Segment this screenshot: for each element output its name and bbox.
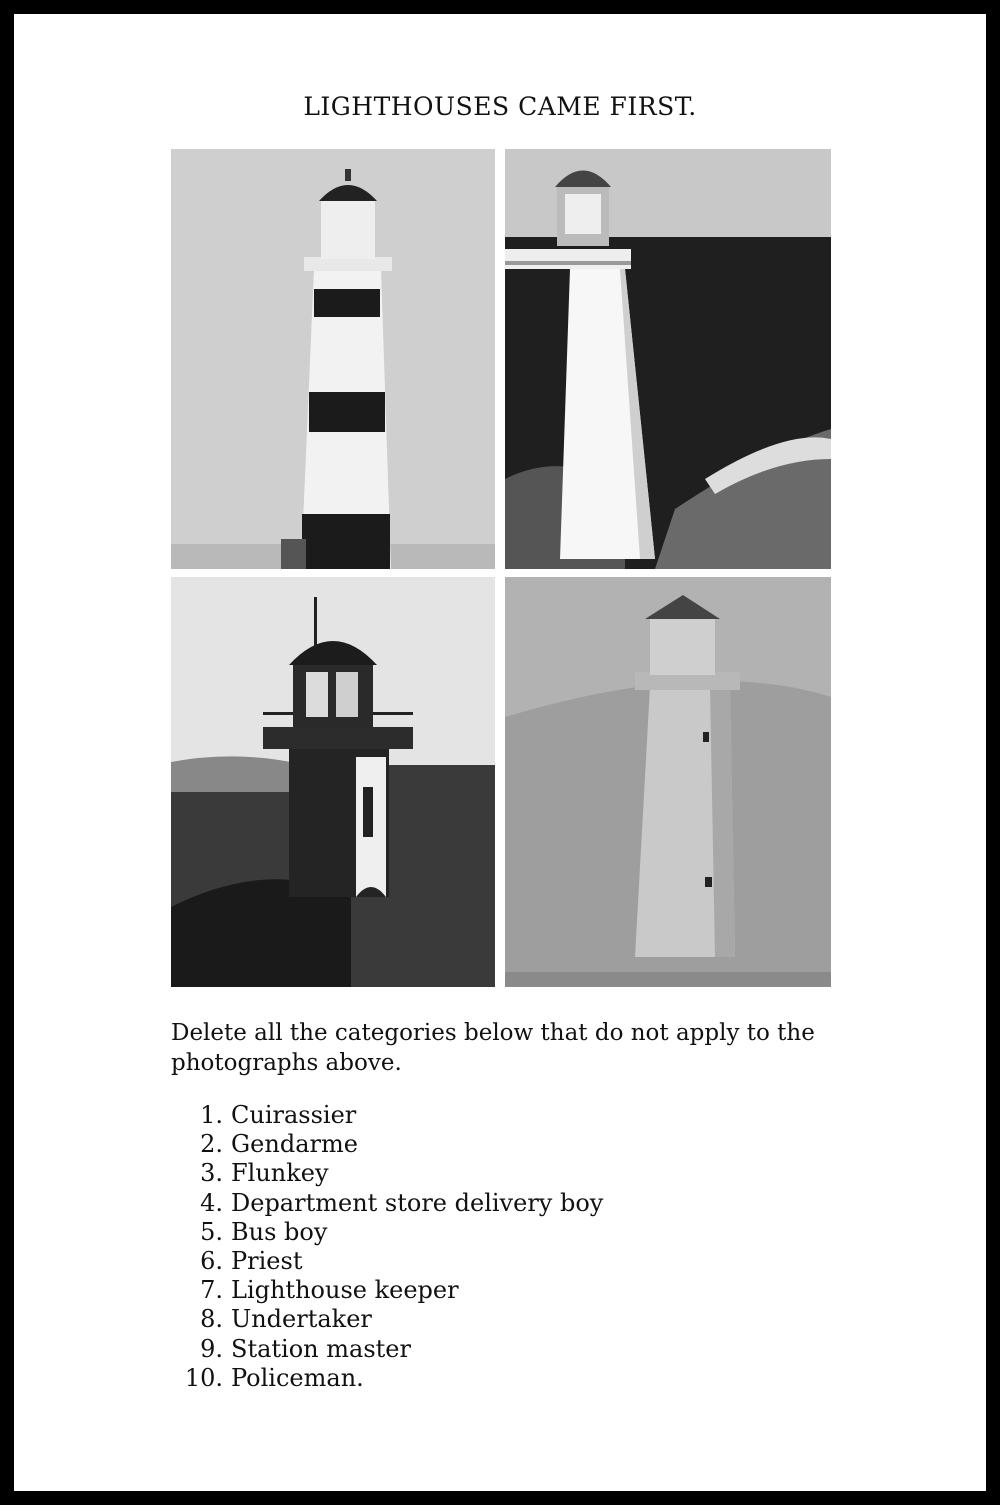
list-item xyxy=(171,1101,603,1130)
page-title: LIGHTHOUSES CAME FIRST. xyxy=(303,92,697,121)
list-item xyxy=(171,1276,603,1305)
list-item xyxy=(171,1130,603,1159)
list-item xyxy=(171,1305,603,1334)
category-list xyxy=(171,1101,603,1393)
list-item xyxy=(171,1159,603,1188)
list-label: Cuirassier xyxy=(231,1101,357,1129)
list-item xyxy=(171,1189,603,1218)
list-label: Policeman. xyxy=(231,1363,364,1392)
list-item xyxy=(171,1218,603,1247)
list-label: Department store delivery boy xyxy=(231,1188,604,1217)
list-number: 10. xyxy=(184,1363,223,1392)
list-label: Undertaker xyxy=(231,1305,372,1334)
photo-white-lighthouse xyxy=(505,149,831,569)
list-label: Lighthouse keeper xyxy=(231,1276,459,1305)
list-item xyxy=(171,1247,603,1276)
list-number: 3. xyxy=(200,1159,223,1188)
photo-striped-lighthouse xyxy=(171,149,495,569)
list-number: 6. xyxy=(200,1247,223,1276)
instruction-text: Delete all the categories below that do not apply to the photographs above. xyxy=(171,1020,815,1076)
list-number: 1. xyxy=(200,1101,223,1129)
list-item xyxy=(171,1364,603,1393)
list-label: Gendarme xyxy=(231,1130,358,1159)
list-number: 2. xyxy=(200,1130,223,1159)
list-label: Station master xyxy=(231,1334,411,1363)
list-number: 4. xyxy=(200,1188,223,1217)
list-label: Priest xyxy=(231,1247,303,1276)
list-number: 5. xyxy=(200,1217,223,1246)
list-number: 8. xyxy=(200,1305,223,1334)
list-number: 9. xyxy=(200,1334,223,1363)
list-number: 7. xyxy=(200,1276,223,1305)
photo-square-lighthouse xyxy=(171,577,495,987)
photo-round-lighthouse xyxy=(505,577,831,987)
list-item xyxy=(171,1335,603,1364)
list-label: Bus boy xyxy=(231,1217,328,1246)
list-label: Flunkey xyxy=(231,1159,329,1188)
